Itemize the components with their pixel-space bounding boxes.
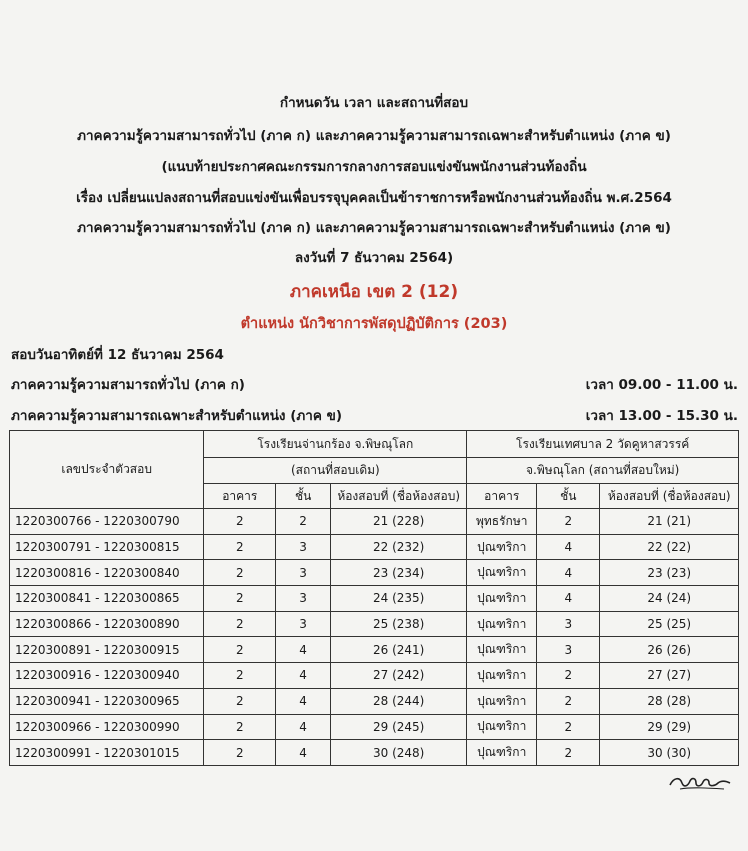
new-floor: 2 <box>537 688 600 714</box>
new-building: ปุณฑริกา <box>467 663 537 689</box>
table-row <box>10 534 739 560</box>
table-row <box>10 740 739 766</box>
old-room: 25 (238) <box>331 611 467 637</box>
old-building: 2 <box>204 509 276 535</box>
old-room: 29 (245) <box>331 714 467 740</box>
new-room: 23 (23) <box>600 560 739 586</box>
new-floor: 4 <box>537 560 600 586</box>
exam-id-range: 1220300816 - 1220300840 <box>10 560 204 586</box>
exam-id-range: 1220300791 - 1220300815 <box>10 534 204 560</box>
old-floor: 4 <box>276 663 331 689</box>
old-floor: 3 <box>276 534 331 560</box>
old-floor: 2 <box>276 509 331 535</box>
old-building: 2 <box>204 688 276 714</box>
new-building: ปุณฑริกา <box>467 611 537 637</box>
old-room: 28 (244) <box>331 688 467 714</box>
exam-id-range: 1220300866 - 1220300890 <box>10 611 204 637</box>
old-building: 2 <box>204 637 276 663</box>
table-row <box>10 688 739 714</box>
new-building: ปุณฑริกา <box>467 688 537 714</box>
signature-mark <box>668 771 732 793</box>
old-floor: 4 <box>276 688 331 714</box>
doc-subtitle: ภาคความรู้ความสามารถทั่วไป (ภาค ก) และภาคความรู้ความสามารถเฉพาะสำหรับตำแหน่ง (ภาค ข) <box>77 128 671 144</box>
position-heading: ตำแหน่ง นักวิชาการพัสดุปฏิบัติการ (203) <box>240 316 508 332</box>
new-floor: 2 <box>537 663 600 689</box>
new-floor: 2 <box>537 740 600 766</box>
exam-id-range: 1220300941 - 1220300965 <box>10 688 204 714</box>
part-b-time: เวลา 13.00 - 15.30 น. <box>585 408 738 424</box>
new-room: 24 (24) <box>600 586 739 612</box>
header-building-new: อาคาร <box>467 484 537 509</box>
header-floor: ชั้น <box>276 484 331 509</box>
new-floor: 2 <box>537 509 600 535</box>
header-new-place: โรงเรียนเทศบาล 2 วัดคูหาสวรรค์ <box>467 431 739 458</box>
exam-id-range: 1220300966 - 1220300990 <box>10 714 204 740</box>
new-building: ปุณฑริกา <box>467 740 537 766</box>
old-floor: 3 <box>276 586 331 612</box>
header-exam-id: เลขประจำตัวสอบ <box>10 431 204 509</box>
old-floor: 4 <box>276 637 331 663</box>
new-building: พุทธรักษา <box>467 509 537 535</box>
table-row <box>10 637 739 663</box>
header-floor-new: ชั้น <box>537 484 600 509</box>
new-room: 22 (22) <box>600 534 739 560</box>
old-room: 30 (248) <box>331 740 467 766</box>
exam-room-table <box>9 430 739 766</box>
table-row <box>10 611 739 637</box>
header-old-place-note: (สถานที่สอบเดิม) <box>204 458 467 484</box>
new-room: 29 (29) <box>600 714 739 740</box>
region-heading: ภาคเหนือ เขต 2 (12) <box>289 282 459 302</box>
new-building: ปุณฑริกา <box>467 560 537 586</box>
new-building: ปุณฑริกา <box>467 714 537 740</box>
header-old-place: โรงเรียนจ่านกร้อง จ.พิษณุโลก <box>204 431 467 458</box>
exam-date: สอบวันอาทิตย์ที่ 12 ธันวาคม 2564 <box>11 347 224 363</box>
new-floor: 2 <box>537 714 600 740</box>
old-floor: 4 <box>276 714 331 740</box>
header-new-place-note: จ.พิษณุโลก (สถานที่สอบใหม่) <box>467 458 739 484</box>
doc-subject-line: เรื่อง เปลี่ยนแปลงสถานที่สอบแข่งขันเพื่อบรรจุบุคคลเป็นข้าราชการหรือพนักงานส่วนท้องถิ่น พ.ศ.2564 <box>76 190 672 206</box>
old-room: 21 (228) <box>331 509 467 535</box>
header-room-new: ห้องสอบที่ (ชื่อห้องสอบ) <box>600 484 739 509</box>
exam-id-range: 1220300991 - 1220301015 <box>10 740 204 766</box>
exam-id-range: 1220300916 - 1220300940 <box>10 663 204 689</box>
table-row <box>10 509 739 535</box>
old-building: 2 <box>204 663 276 689</box>
old-room: 27 (242) <box>331 663 467 689</box>
table-row <box>10 586 739 612</box>
new-room: 25 (25) <box>600 611 739 637</box>
header-building: อาคาร <box>204 484 276 509</box>
new-floor: 4 <box>537 586 600 612</box>
old-building: 2 <box>204 560 276 586</box>
old-floor: 3 <box>276 611 331 637</box>
table-row <box>10 714 739 740</box>
new-floor: 3 <box>537 611 600 637</box>
old-room: 24 (235) <box>331 586 467 612</box>
doc-parts-line: ภาคความรู้ความสามารถทั่วไป (ภาค ก) และภาคความรู้ความสามารถเฉพาะสำหรับตำแหน่ง (ภาค ข) <box>77 220 671 236</box>
part-a-time: เวลา 09.00 - 11.00 น. <box>585 377 738 393</box>
part-b-label: ภาคความรู้ความสามารถเฉพาะสำหรับตำแหน่ง (ภาค ข) <box>11 408 342 424</box>
exam-id-range: 1220300766 - 1220300790 <box>10 509 204 535</box>
new-room: 26 (26) <box>600 637 739 663</box>
new-room: 21 (21) <box>600 509 739 535</box>
old-room: 22 (232) <box>331 534 467 560</box>
old-floor: 4 <box>276 740 331 766</box>
old-building: 2 <box>204 740 276 766</box>
new-room: 28 (28) <box>600 688 739 714</box>
old-building: 2 <box>204 534 276 560</box>
part-a-label: ภาคความรู้ความสามารถทั่วไป (ภาค ก) <box>11 377 245 393</box>
old-floor: 3 <box>276 560 331 586</box>
old-building: 2 <box>204 714 276 740</box>
exam-id-range: 1220300891 - 1220300915 <box>10 637 204 663</box>
doc-attachment-line: (แนบท้ายประกาศคณะกรรมการกลางการสอบแข่งขันพนักงานส่วนท้องถิ่น <box>161 159 587 175</box>
table-row <box>10 560 739 586</box>
new-room: 27 (27) <box>600 663 739 689</box>
old-room: 26 (241) <box>331 637 467 663</box>
doc-title: กำหนดวัน เวลา และสถานที่สอบ <box>279 95 469 111</box>
exam-id-range: 1220300841 - 1220300865 <box>10 586 204 612</box>
new-floor: 4 <box>537 534 600 560</box>
new-building: ปุณฑริกา <box>467 586 537 612</box>
old-building: 2 <box>204 586 276 612</box>
new-room: 30 (30) <box>600 740 739 766</box>
old-building: 2 <box>204 611 276 637</box>
old-room: 23 (234) <box>331 560 467 586</box>
header-room: ห้องสอบที่ (ชื่อห้องสอบ) <box>331 484 467 509</box>
new-building: ปุณฑริกา <box>467 534 537 560</box>
table-row <box>10 663 739 689</box>
new-building: ปุณฑริกา <box>467 637 537 663</box>
new-floor: 3 <box>537 637 600 663</box>
doc-date-line: ลงวันที่ 7 ธันวาคม 2564) <box>294 250 454 266</box>
